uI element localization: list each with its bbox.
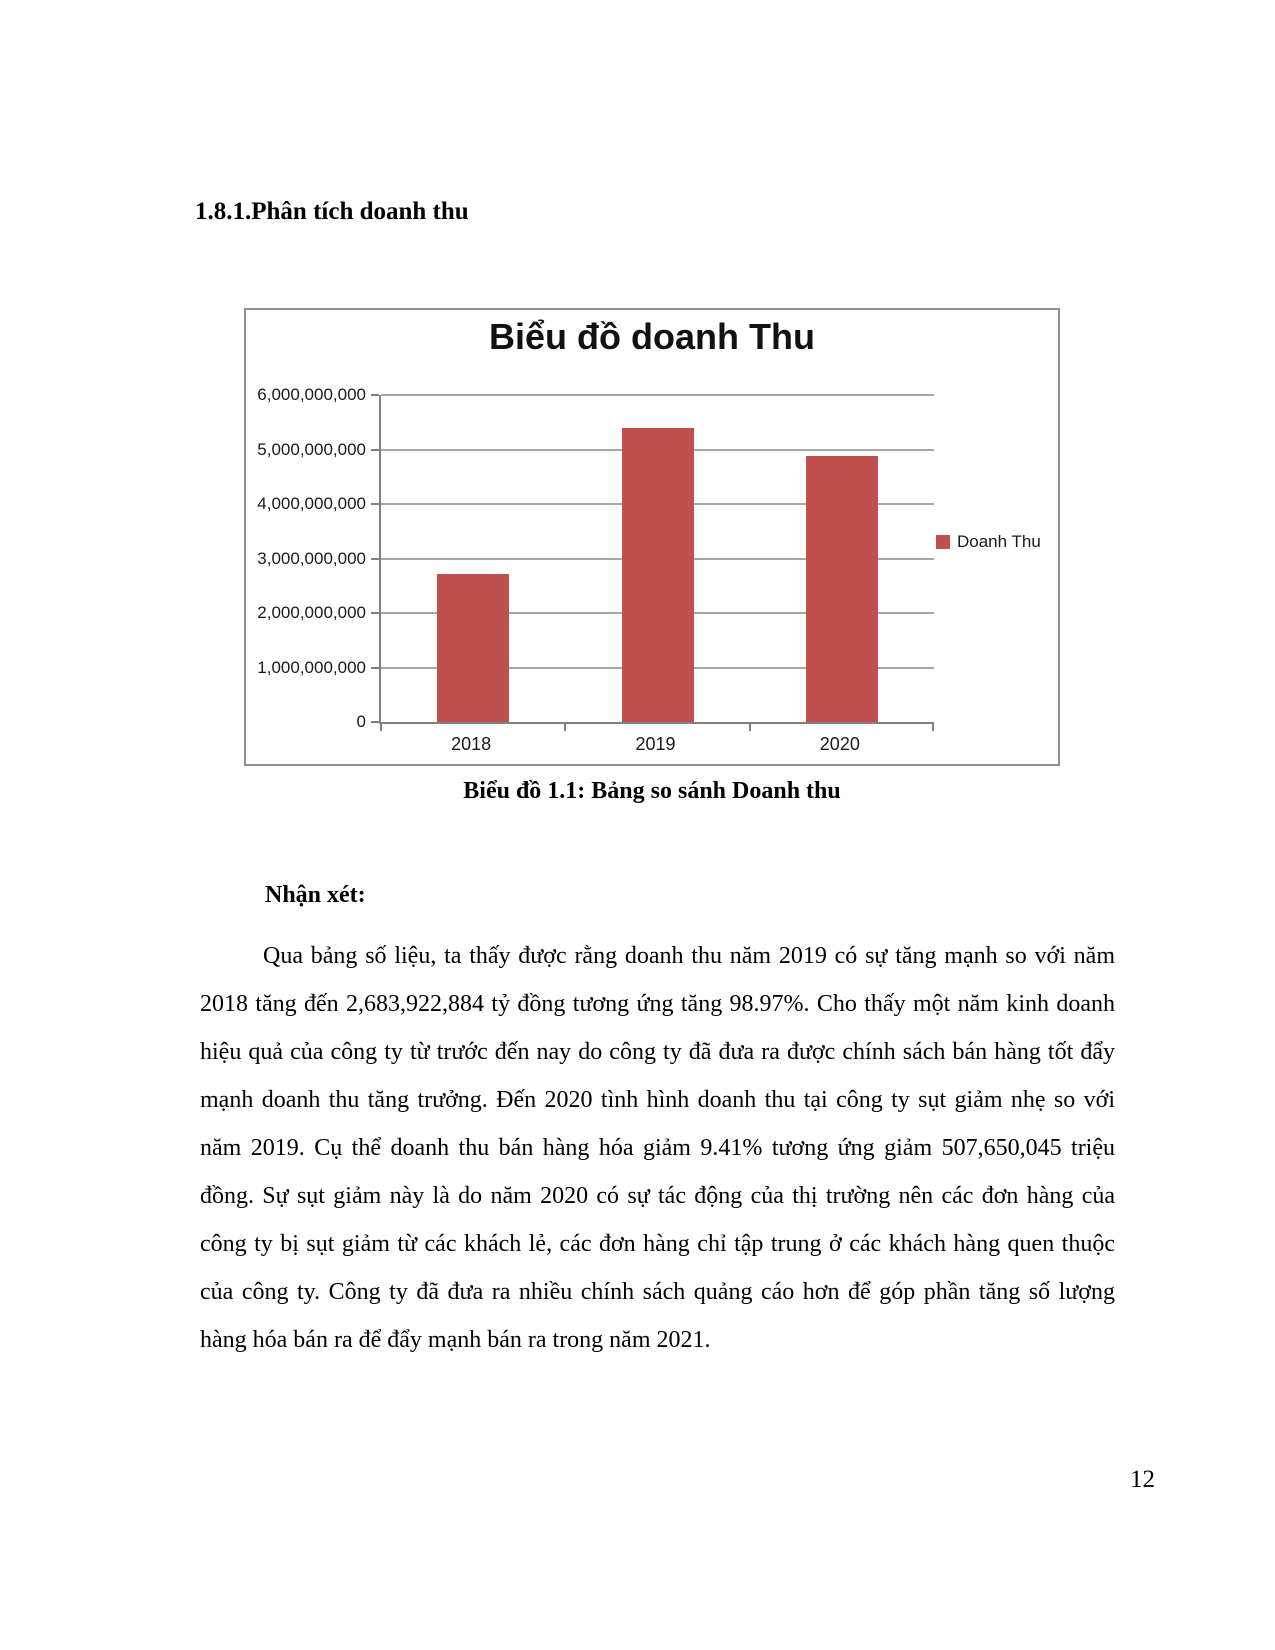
- y-axis-tick-label: 3,000,000,000: [257, 548, 366, 568]
- chart-title: Biểu đồ doanh Thu: [489, 316, 815, 357]
- y-axis-tick-label: 1,000,000,000: [257, 657, 366, 677]
- revenue-chart: [244, 308, 1060, 766]
- y-axis-labels: [246, 385, 366, 731]
- x-axis-tick: [380, 724, 382, 731]
- plot-area: [379, 395, 934, 724]
- y-axis-tick-label: 4,000,000,000: [257, 494, 366, 513]
- legend-swatch-icon: [936, 535, 950, 549]
- x-axis-tick: [932, 724, 934, 731]
- section-heading: 1.8.1.Phân tích doanh thu: [195, 198, 469, 225]
- y-axis-tick: [371, 394, 379, 396]
- gridline: [381, 394, 934, 396]
- bar-2020: [806, 456, 878, 722]
- y-axis-tick: [371, 449, 379, 451]
- legend-label: Doanh Thu: [957, 532, 1041, 551]
- y-axis-tick-label: 2,000,000,000: [257, 603, 366, 622]
- y-axis-tick: [371, 721, 379, 723]
- bar-2018: [437, 574, 509, 722]
- y-axis-tick: [371, 612, 379, 614]
- page-number: 12: [1130, 1466, 1155, 1493]
- y-axis-tick: [371, 558, 379, 560]
- chart-legend: [936, 532, 1041, 552]
- y-axis-tick: [371, 503, 379, 505]
- x-axis-tick: [564, 724, 566, 731]
- x-axis-tick: [749, 724, 751, 731]
- comment-label: Nhận xét:: [265, 882, 366, 908]
- y-axis-tick: [371, 667, 379, 669]
- x-axis-tick-label: 2020: [819, 734, 860, 754]
- bar-2019: [622, 428, 694, 722]
- x-axis-tick-label: 2018: [451, 734, 492, 754]
- x-axis-labels: [379, 732, 932, 760]
- y-axis-tick-label: 0: [356, 712, 366, 731]
- body-paragraph: Qua bảng số liệu, ta thấy được rằng doanh thu năm 2019 có sự tăng mạnh so với năm 2018 tăng đến 2,683,922,884 tỷ đồng tương ứng tăng 98.97%. Cho thấy một năm kinh doanh hiệu quả của công ty từ trước đến nay do công ty đã đưa ra được chính sách bán hàng tốt đẩy mạnh doanh thu tăng trưởng. Đến 2020 tình hình doanh thu tại công ty sụt giảm nhẹ so với năm 2019. Cụ thể doanh thu bán hàng hóa giảm 9.41% tương ứng giảm 507,650,045 triệu đồng. Sự sụt giảm này là do năm 2020 có sự tác động của thị trường nên các đơn hàng của công ty bị sụt giảm từ các khách lẻ, các đơn hàng chỉ tập trung ở các khách hàng quen thuộc của công ty. Công ty đã đưa ra nhiều chính sách quảng cáo hơn để góp phần tăng số lượng hàng hóa bán ra để đẩy mạnh bán ra trong năm 2021.: [200, 943, 1115, 1353]
- y-axis-tick-label: 5,000,000,000: [257, 439, 366, 459]
- chart-caption: Biểu đồ 1.1: Bảng so sánh Doanh thu: [463, 778, 841, 804]
- y-axis-tick-label: 6,000,000,000: [257, 385, 366, 404]
- x-axis-tick-label: 2019: [635, 734, 676, 754]
